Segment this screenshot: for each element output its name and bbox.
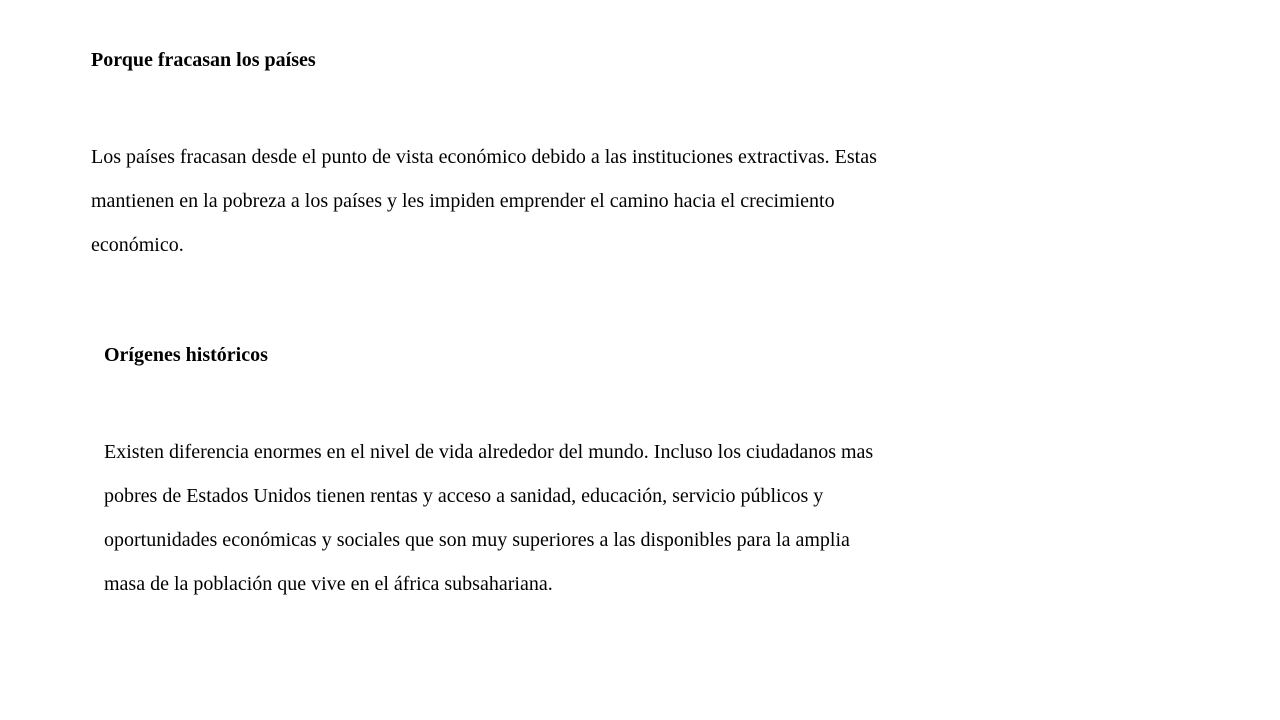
section-heading: Porque fracasan los países	[91, 49, 316, 71]
paragraph-line: Existen diferencia enormes en el nivel de vida alrededor del mundo. Incluso los ciudadanos mas	[104, 441, 874, 463]
paragraph-line: Los países fracasan desde el punto de vista económico debido a las instituciones extractivas. Estas	[91, 146, 877, 168]
paragraph-line: pobres de Estados Unidos tienen rentas y acceso a sanidad, educación, servicio públicos y	[104, 485, 824, 507]
section-heading: Orígenes históricos	[104, 344, 268, 366]
section-paragraph	[104, 430, 1064, 606]
section-paragraph	[91, 135, 1051, 267]
section-why-countries-fail	[91, 46, 1051, 267]
paragraph-line: mantienen en la pobreza a los países y les impiden emprender el camino hacia el crecimiento	[91, 190, 835, 212]
paragraph-line: masa de la población que vive en el áfrica subsahariana.	[104, 573, 553, 595]
section-historical-origins	[104, 341, 1064, 606]
paragraph-line: económico.	[91, 234, 184, 256]
paragraph-line: oportunidades económicas y sociales que son muy superiores a las disponibles para la amplia	[104, 529, 850, 551]
